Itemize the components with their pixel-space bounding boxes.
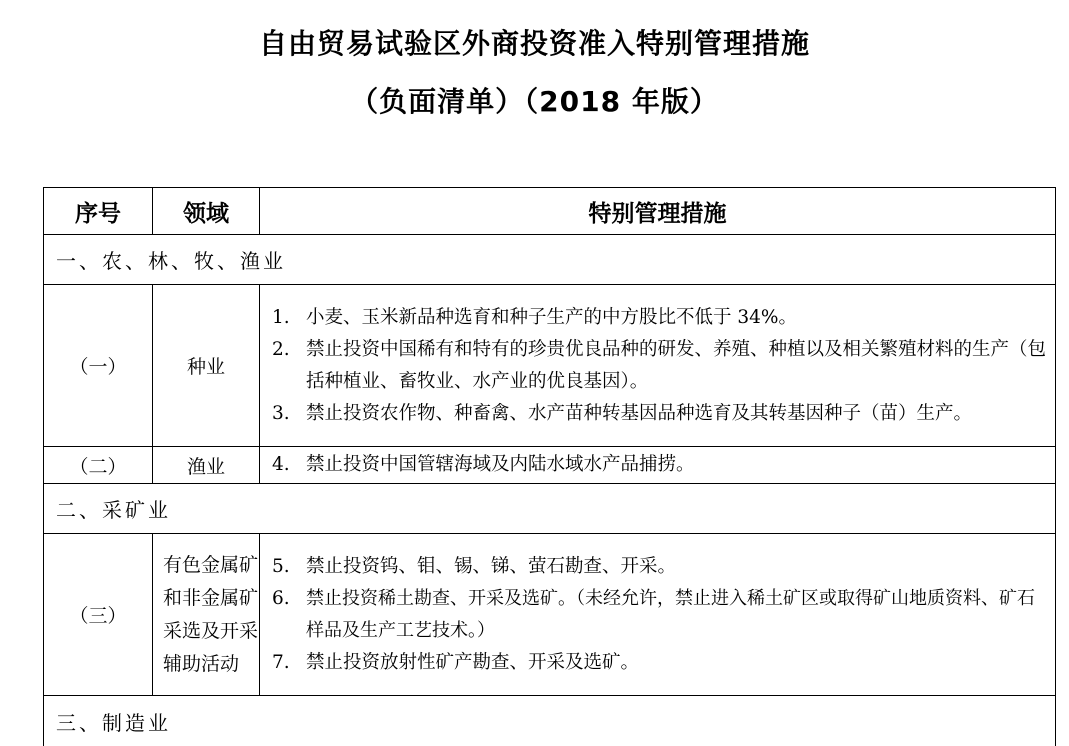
document-title: 自由贸易试验区外商投资准入特别管理措施 xyxy=(0,22,1069,62)
row-field: 有色金属矿和非金属矿采选及开采辅助活动 xyxy=(153,534,260,696)
row-seq: （二） xyxy=(44,447,153,484)
measure-number: 3. xyxy=(272,398,306,430)
document-subtitle: （负面清单）（2018 年版） xyxy=(0,80,1069,120)
table-header-row xyxy=(44,188,1056,235)
row-field: 渔业 xyxy=(153,447,260,484)
table-row xyxy=(44,447,1056,484)
row-measures xyxy=(260,534,1056,696)
measure-number: 5. xyxy=(272,551,306,583)
negative-list-table xyxy=(43,187,1056,746)
measure-item xyxy=(272,449,1047,481)
row-seq: （三） xyxy=(44,534,153,696)
measure-item xyxy=(272,647,1047,679)
section-label: 一、农、林、牧、渔业 xyxy=(44,235,1056,285)
measure-item xyxy=(272,583,1047,647)
measure-item xyxy=(272,551,1047,583)
section-label: 二、采矿业 xyxy=(44,484,1056,534)
row-measures xyxy=(260,447,1056,484)
row-field: 种业 xyxy=(153,285,260,447)
table-row xyxy=(44,534,1056,696)
header-measures: 特别管理措施 xyxy=(260,188,1056,235)
measure-text: 禁止投资钨、钼、锡、锑、萤石勘查、开采。 xyxy=(306,551,1047,583)
measure-item xyxy=(272,334,1047,398)
measure-number: 7. xyxy=(272,647,306,679)
measure-text: 禁止投资中国稀有和特有的珍贵优良品种的研发、养殖、种植以及相关繁殖材料的生产（包括种植业、畜牧业、水产业的优良基因）。 xyxy=(306,334,1047,398)
measure-number: 1. xyxy=(272,302,306,334)
measure-item xyxy=(272,302,1047,334)
section-row xyxy=(44,696,1056,746)
measure-text: 小麦、玉米新品种选育和种子生产的中方股比不低于 34%。 xyxy=(306,302,1047,334)
measure-text: 禁止投资中国管辖海域及内陆水域水产品捕捞。 xyxy=(306,449,1047,481)
header-field: 领域 xyxy=(153,188,260,235)
measure-text: 禁止投资稀土勘查、开采及选矿。（未经允许，禁止进入稀土矿区或取得矿山地质资料、矿石样品及生产工艺技术。） xyxy=(306,583,1047,647)
row-seq: （一） xyxy=(44,285,153,447)
measure-number: 4. xyxy=(272,449,306,481)
section-label: 三、制造业 xyxy=(44,696,1056,746)
row-measures xyxy=(260,285,1056,447)
measure-text: 禁止投资放射性矿产勘查、开采及选矿。 xyxy=(306,647,1047,679)
measure-number: 2. xyxy=(272,334,306,398)
table-row xyxy=(44,285,1056,447)
measure-number: 6. xyxy=(272,583,306,647)
measure-text: 禁止投资农作物、种畜禽、水产苗种转基因品种选育及其转基因种子（苗）生产。 xyxy=(306,398,1047,430)
section-row xyxy=(44,484,1056,534)
measure-item xyxy=(272,398,1047,430)
header-seq: 序号 xyxy=(44,188,153,235)
section-row xyxy=(44,235,1056,285)
